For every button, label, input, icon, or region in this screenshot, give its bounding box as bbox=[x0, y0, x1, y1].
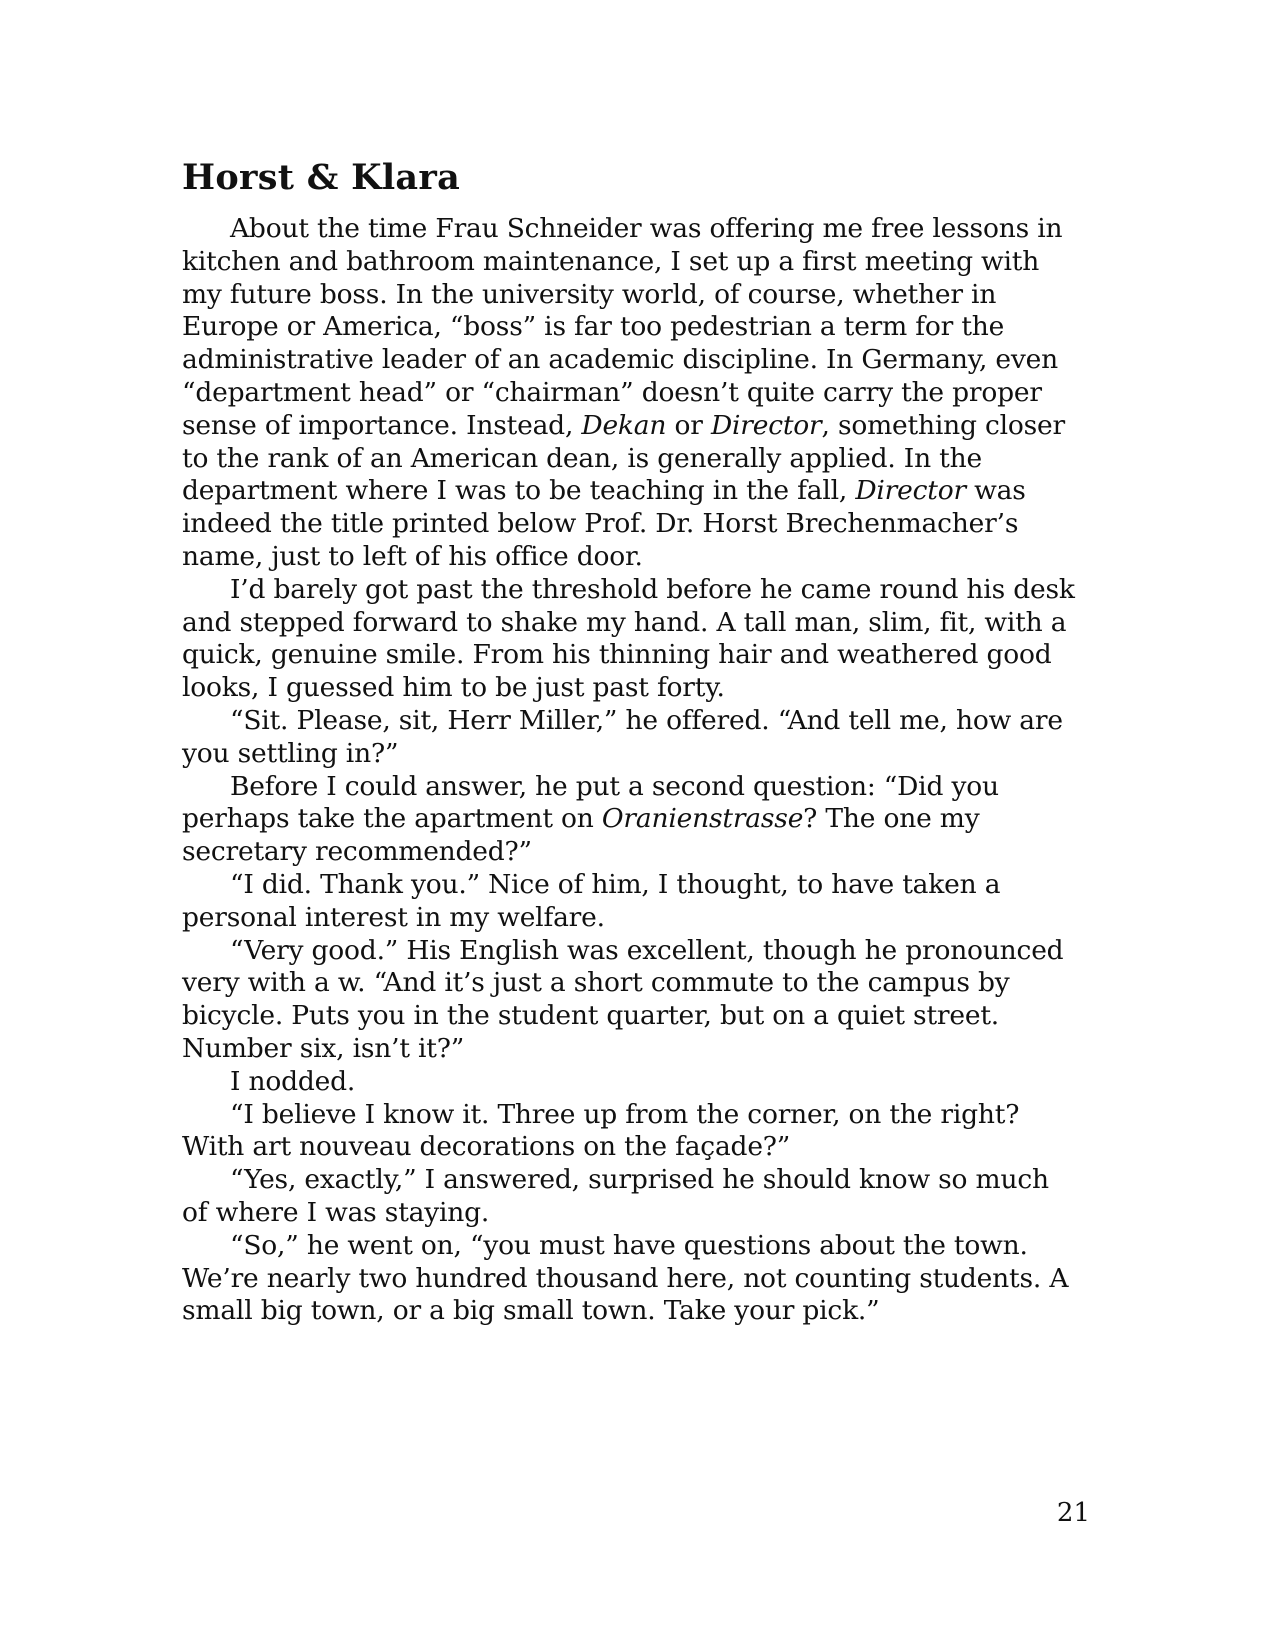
paragraph: I’d barely got past the threshold before he came round his desk and stepped forward to shake my hand. A tall man, slim, fit, with a quick, genuine smile. From his thinning hair and weathered good looks, I guessed him to be just past forty. bbox=[182, 573, 1075, 704]
paragraph: “Sit. Please, sit, Herr Miller,” he offered. “And tell me, how are you settling in?” bbox=[182, 704, 1063, 769]
paragraph: “Very good.” His English was excellent, though he pronounced very with a w. “And it’s just a short commute to the campus by bicycle. Puts you in the student quarter, but on a quiet street. Number six, isn’t it?” bbox=[182, 934, 1064, 1064]
paragraph: About the time Frau Schneider was offering me free lessons in kitchen and bathroom maintenance, I set up a first meeting with my future boss. In the university world, of course, whether in Europe or America, “boss” is far too pedestrian a term for the administrative leader of an academic discipline. In Germany, even “department head” or “chairman” doesn’t quite carry the proper sense of importance. Instead, Dekan or Director, something closer to the rank of an American dean, is generally applied. In the department where I was to be teaching in the fall, Director was indeed the title printed below Prof. Dr. Horst Brechenmacher’s name, just to left of his office door. bbox=[182, 213, 1066, 572]
paragraph: “I believe I know it. Three up from the corner, on the right? With art nouveau decorations on the façade?” bbox=[182, 1098, 1020, 1163]
chapter-title: Horst & Klara bbox=[182, 157, 461, 198]
page-number: 21 bbox=[1056, 1498, 1090, 1528]
paragraph: “Yes, exactly,” I answered, surprised he should know so much of where I was staying. bbox=[182, 1164, 1049, 1228]
paragraph: “So,” he went on, “you must have questions about the town. We’re nearly two hundred thousand here, not counting students. A small big town, or a big small town. Take your pick.” bbox=[182, 1229, 1069, 1327]
paragraph: Before I could answer, he put a second question: “Did you perhaps take the apartment on Oranienstrasse? The one my secretary recommended?” bbox=[182, 770, 999, 868]
chapter-body bbox=[182, 213, 1082, 1328]
paragraph: “I did. Thank you.” Nice of him, I thought, to have taken a personal interest in my welfare. bbox=[182, 868, 1001, 933]
paragraph: I nodded. bbox=[230, 1065, 356, 1097]
